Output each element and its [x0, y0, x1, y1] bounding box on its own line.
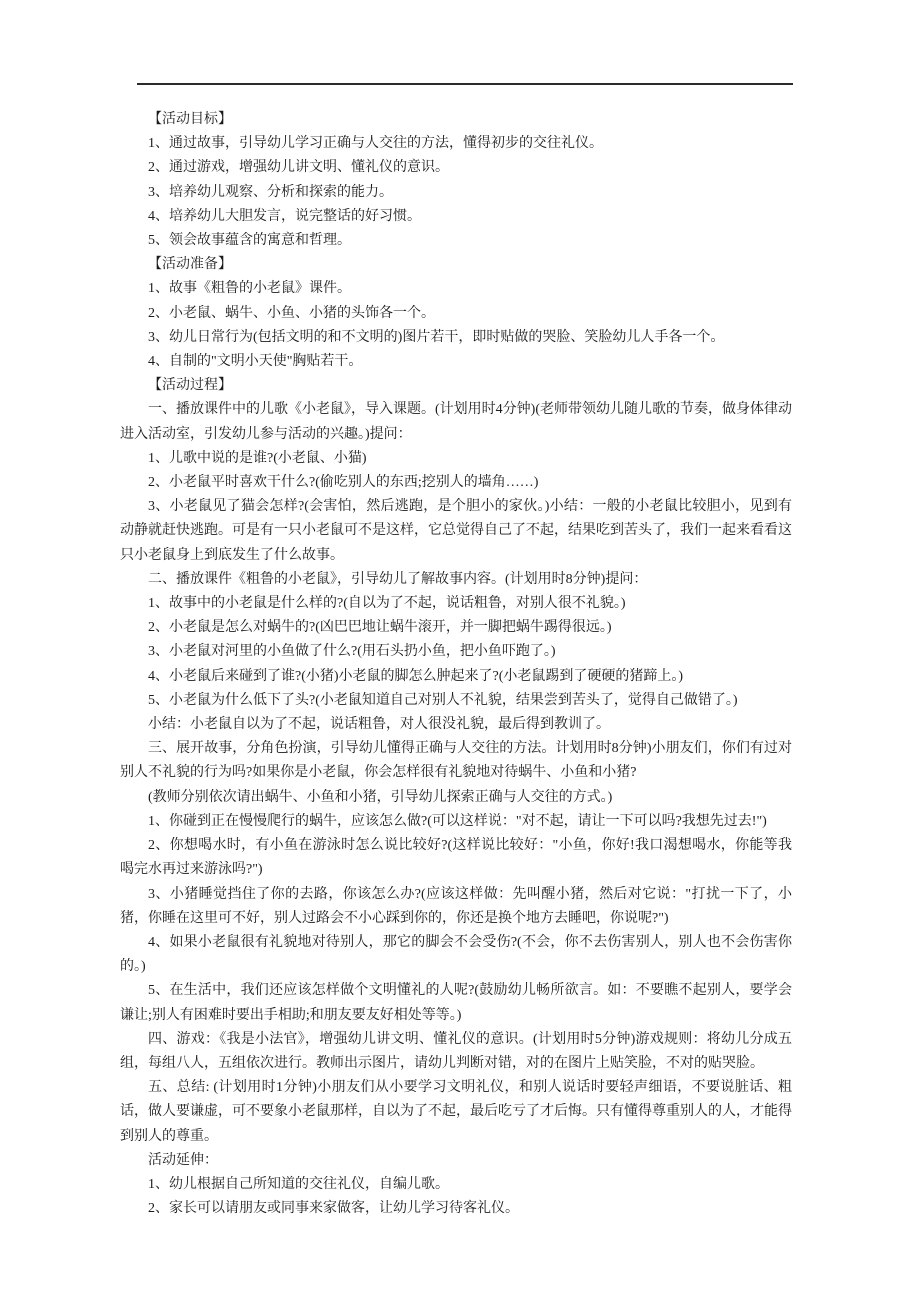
- paragraph: 五、总结: (计划用时1分钟)小朋友们从小要学习文明礼仪，和别人说话时要轻声细语，不要说脏话、粗话，做人要谦虚，可不要象小老鼠那样，自以为了不起，最后吃亏了才后悔。只有懂得尊重别人的人，才能得到别人的尊重。: [120, 1080, 792, 1144]
- page-top-rule: [137, 83, 793, 85]
- paragraph: 4、如果小老鼠很有礼貌地对待别人，那它的脚会不会受伤?(不会，你不去伤害别人，别人也不会伤害你的。): [120, 934, 792, 975]
- paragraph: 4、小老鼠后来碰到了谁?(小猪)小老鼠的脚怎么肿起来了?(小老鼠踢到了硬硬的猪蹄上。): [148, 668, 684, 684]
- paragraph: 2、小老鼠平时喜欢干什么?(偷吃别人的东西;挖别人的墙角……): [148, 475, 539, 491]
- paragraph: 3、小猪睡觉挡住了你的去路，你该怎么办?(应该这样做：先叫醒小猪，然后对它说："打扰一下了，小猪，你睡在这里可不好，别人过路会不小心踩到你的，你还是换个地方去睡吧，你说呢?"): [120, 886, 792, 926]
- paragraph: 5、小老鼠为什么低下了头?(小老鼠知道自己对别人不礼貌，结果尝到苦头了，觉得自己做错了。): [148, 692, 738, 708]
- paragraph: 1、儿歌中说的是谁?(小老鼠、小猫): [148, 450, 367, 466]
- paragraph: 5、在生活中，我们还应该怎样做个文明懂礼的人呢?(鼓励幼儿畅所欲言。如：不要瞧不起别人，要学会谦让;别人有困难时要出手相助;和朋友要友好相处等等。): [120, 983, 792, 1023]
- section-heading: 【活动过程】: [148, 378, 232, 394]
- section-heading: 活动延伸：: [148, 1152, 218, 1168]
- paragraph: 2、家长可以请朋友或同事来家做客，让幼儿学习待客礼仪。: [148, 1201, 519, 1217]
- paragraph: 二、播放课件《粗鲁的小老鼠》，引导幼儿了解故事内容。(计划用时8分钟)提问：: [148, 571, 648, 587]
- paragraph: 2、小老鼠、蜗牛、小鱼、小猪的头饰各一个。: [148, 305, 435, 321]
- paragraph: 2、通过游戏，增强幼儿讲文明、懂礼仪的意识。: [148, 160, 449, 176]
- paragraph: 2、小老鼠是怎么对蜗牛的?(凶巴巴地让蜗牛滚开，并一脚把蜗牛踢得很远。): [148, 620, 612, 636]
- paragraph: 3、幼儿日常行为(包括文明的和不文明的)图片若干，即时贴做的哭脸、笑脸幼儿人手各一个。: [148, 329, 725, 345]
- paragraph: (教师分别依次请出蜗牛、小鱼和小猪，引导幼儿探索正确与人交往的方式。): [148, 789, 613, 805]
- section-heading: 【活动准备】: [148, 257, 232, 273]
- paragraph: 3、培养幼儿观察、分析和探索的能力。: [148, 184, 393, 200]
- paragraph: 一、播放课件中的儿歌《小老鼠》，导入课题。(计划用时4分钟)(老师带领幼儿随儿歌的节奏，做身体律动进入活动室，引发幼儿参与活动的兴趣。)提问：: [120, 402, 792, 442]
- paragraph: 1、幼儿根据自己所知道的交往礼仪，自编儿歌。: [148, 1176, 449, 1192]
- paragraph: 4、自制的"文明小天使"胸贴若干。: [148, 354, 363, 370]
- paragraph: 1、故事中的小老鼠是什么样的?(自以为了不起，说话粗鲁，对别人很不礼貌。): [148, 596, 626, 612]
- paragraph: 1、故事《粗鲁的小老鼠》课件。: [148, 281, 351, 297]
- paragraph: 3、小老鼠见了猫会怎样?(会害怕，然后逃跑，是个胆小的家伙。)小结：一般的小老鼠比较胆小，见到有动静就赶快逃跑。可是有一只小老鼠可不是这样，它总觉得自己了不起，结果吃到苦头了，我们一起来看看这只小老鼠身上到底发生了什么故事。: [120, 499, 792, 563]
- paragraph: 2、你想喝水时，有小鱼在游泳时怎么说比较好?(这样说比较好："小鱼，你好!我口渴想喝水，你能等我喝完水再过来游泳吗?"): [120, 838, 792, 878]
- paragraph: 3、小老鼠对河里的小鱼做了什么?(用石头扔小鱼，把小鱼吓跑了。): [148, 644, 556, 660]
- paragraph: 4、培养幼儿大胆发言，说完整话的好习惯。: [148, 208, 421, 224]
- paragraph: 1、通过故事，引导幼儿学习正确与人交往的方法，懂得初步的交往礼仪。: [148, 136, 603, 152]
- paragraph: 小结：小老鼠自以为了不起，说话粗鲁，对人很没礼貌，最后得到教训了。: [148, 717, 610, 733]
- paragraph: 1、你碰到正在慢慢爬行的蜗牛，应该怎么做?(可以这样说："对不起，请让一下可以吗?我想先过去!"): [148, 813, 767, 829]
- document-body: [120, 108, 792, 1221]
- paragraph: 5、领会故事蕴含的寓意和哲理。: [148, 233, 351, 249]
- paragraph: 四、游戏：《我是小法官》，增强幼儿讲文明、懂礼仪的意识。(计划用时5分钟)游戏规则：将幼儿分成五组，每组八人，五组依次进行。教师出示图片，请幼儿判断对错，对的在图片上贴笑脸，不对的贴哭脸。: [120, 1031, 792, 1071]
- section-heading: 【活动目标】: [148, 112, 232, 127]
- paragraph: 三、展开故事，分角色扮演，引导幼儿懂得正确与人交往的方法。计划用时8分钟)小朋友们，你们有过对别人不礼貌的行为吗?如果你是小老鼠，你会怎样很有礼貌地对待蜗牛、小鱼和小猪?: [120, 741, 792, 781]
